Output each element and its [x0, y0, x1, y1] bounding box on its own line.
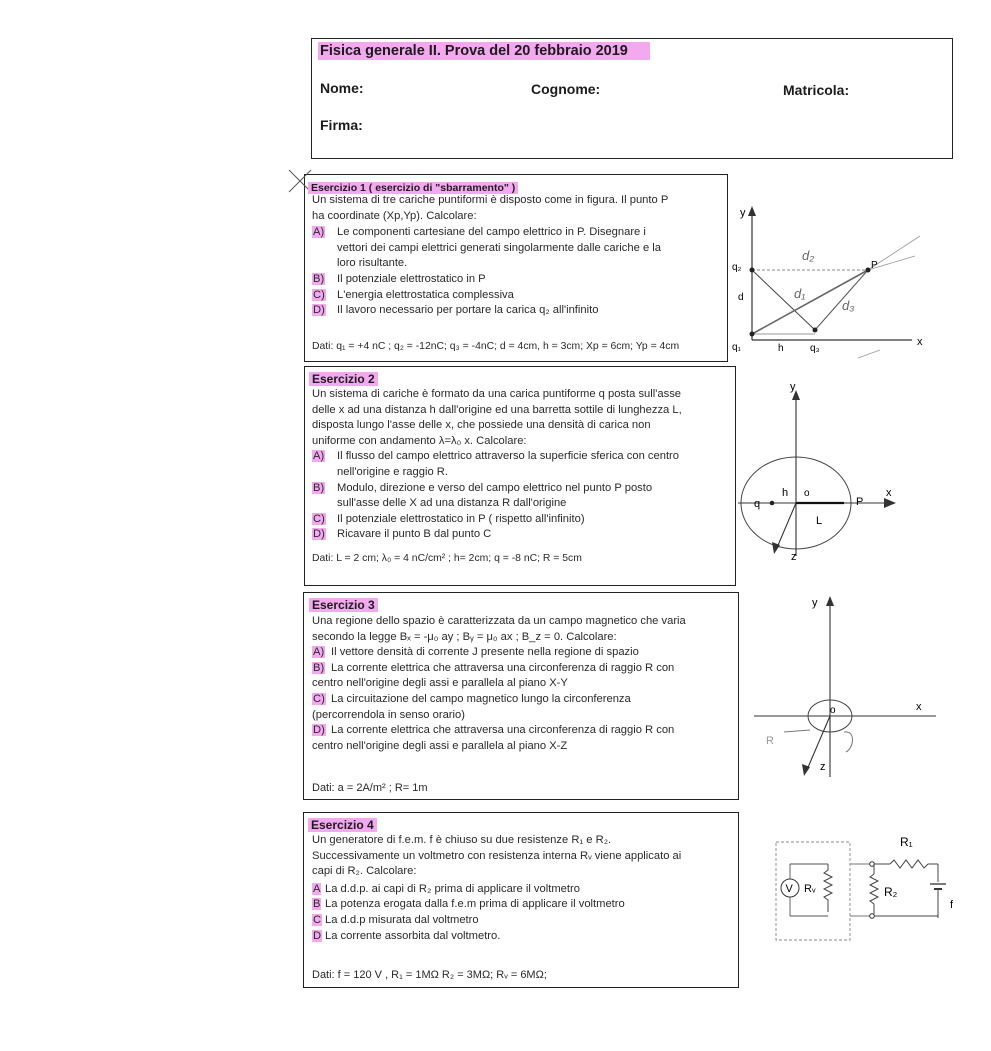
fig1-d2-label: d₂ [802, 248, 815, 263]
fig1-q1-label: q₁ [732, 342, 741, 353]
fig4-v-label: V [785, 883, 793, 895]
fig2-l-label: L [816, 515, 823, 527]
ex1-intro-line: Un sistema di tre cariche puntiformi è disposto come in figura. Il punto P [312, 194, 669, 206]
fig4-rv-label: Rᵥ [804, 883, 816, 895]
exercise-1-text [312, 193, 724, 319]
cognome-label: Cognome: [531, 81, 601, 97]
exam-title: Fisica generale II. Prova del 20 febbraio 2019 [318, 42, 650, 60]
ex1-intro-line: ha coordinate (Xp,Yp). Calcolare: [312, 209, 477, 222]
exercise-4-text [312, 833, 736, 944]
ex2-item-c: C) Il potenziale elettrostatico in P ( rispetto all'infinito) [313, 512, 585, 525]
fig2-o-label: o [804, 488, 810, 499]
ex3-item-d: D) La corrente elettrica che attraversa una circonferenza di raggio R con [313, 724, 675, 737]
ex1-item-d: D) Il lavoro necessario per portare la carica q₂ all'infinito [313, 304, 599, 317]
fig2-h-label: h [782, 487, 789, 499]
fig3-x-label: x [916, 701, 922, 713]
ex1-dati: Dati: q₁ = +4 nC ; q₂ = -12nC; q₃ = -4nC; d = 4cm, h = 3cm; Xp = 6cm; Yp = 4cm [312, 341, 680, 352]
fig1-q2-label: q₂ [732, 262, 742, 273]
ex4-item-b: B La potenza erogata dalla f.e.m prima di applicare il voltmetro [313, 898, 625, 911]
fig2-x-label: x [886, 487, 892, 499]
ex4-dati: Dati: f = 120 V , R₁ = 1MΩ R₂ = 3MΩ; Rᵥ = 6MΩ; [312, 969, 547, 981]
fig3-z-label: z [820, 761, 826, 773]
ex4-intro-line: Successivamente un voltmetro con resistenza interna Rᵥ viene applicato ai [312, 849, 682, 862]
ex3-intro-line: Una regione dello spazio è caratterizzata da un campo magnetico che varia [312, 615, 686, 627]
fig1-y-label: y [740, 207, 746, 219]
nome-label: Nome: [320, 80, 364, 96]
page-title [318, 43, 650, 59]
ex2-dati: Dati: L = 2 cm; λ₀ = 4 nC/cm² ; h= 2cm; q = -8 nC; R = 5cm [312, 553, 582, 564]
ex3-item-d-cont: centro nell'origine degli assi e parallela al piano X-Z [312, 739, 568, 752]
fig2-q-label: q [754, 498, 761, 510]
ex2-figure [738, 378, 918, 568]
ex2-item-b: B) Modulo, direzione e verso del campo elettrico nel punto P posto sull'asse delle X ad una distanza R dall'origine [313, 481, 653, 510]
exercise-1-title: Esercizio 1 ( esercizio di "sbarramento" ) [308, 178, 518, 196]
ex3-item-b: B) La corrente elettrica che attraversa una circonferenza di raggio R con [313, 661, 675, 674]
exercise-3-text [312, 614, 736, 754]
fig1-d1-label: d₁ [794, 286, 806, 301]
fig2-y-label: y [790, 381, 796, 393]
ex2-intro-line: uniforme con andamento λ=λ₀ x. Calcolare: [312, 434, 527, 447]
exercise-4-title: Esercizio 4 [308, 816, 377, 834]
ex2-intro-line: disposta lungo l'asse delle x, che possiede una densità di carica non [312, 419, 651, 432]
fig1-p-label: P [871, 260, 878, 271]
ex4-figure [770, 828, 970, 948]
ex4-intro-line: Un generatore di f.e.m. f è chiuso su due resistenze R₁ e R₂. [312, 834, 612, 846]
firma-label: Firma: [320, 117, 363, 133]
fig3-o-label: o [830, 705, 836, 716]
ex3-item-c: C) La circuitazione del campo magnetico lungo la circonferenza [313, 692, 631, 705]
ex2-intro-line: Un sistema di cariche è formato da una carica puntiforme q posta sull'asse [312, 388, 682, 400]
ex2-intro-line: delle x ad una distanza h dall'origine ed una barretta sottile di lunghezza L, [312, 403, 682, 416]
fig1-x-label: x [917, 336, 923, 348]
ex3-dati: Dati: a = 2A/m² ; R= 1m [312, 782, 428, 794]
fig2-p-label: P [856, 496, 864, 508]
fig1-d-label: d [738, 292, 744, 303]
ex3-item-a: A) Il vettore densità di corrente J presente nella regione di spazio [313, 646, 639, 659]
ex1-item-c: C) L'energia elettrostatica complessiva [313, 288, 514, 301]
exercise-2-text [312, 387, 732, 543]
fig2-z-label: z [791, 551, 797, 563]
ex3-item-c-cont: (percorrendola in senso orario) [312, 708, 465, 721]
fig4-r1-label: R₁ [900, 835, 913, 849]
ex1-figure [730, 200, 940, 360]
ex1-item-b: B) Il potenziale elettrostatico in P [313, 272, 486, 285]
fig3-r-label: R [766, 735, 774, 747]
fig1-h-label: h [778, 343, 784, 354]
ex2-item-d: D) Ricavare il punto B dal punto C [313, 528, 492, 541]
ex2-item-a: A) Il flusso del campo elettrico attraverso la superficie sferica con centro nell'origine e raggio R. [313, 450, 679, 478]
matricola-label: Matricola: [783, 82, 850, 98]
ex4-item-c: C La d.d.p misurata dal voltmetro [313, 913, 479, 926]
fig3-y-label: y [812, 597, 818, 609]
ex4-item-d: D La corrente assorbita dal voltmetro. [313, 929, 501, 942]
ex4-intro-line: capi di R₂. Calcolare: [312, 865, 417, 878]
fig4-r2-label: R₂ [884, 885, 898, 899]
ex3-item-b-cont: centro nell'origine degli assi e parallela al piano X-Y [312, 677, 568, 690]
exercise-2-title: Esercizio 2 [309, 370, 378, 388]
exercise-3-title: Esercizio 3 [309, 596, 378, 614]
ex3-intro-line: secondo la legge Bₓ = -μ₀ ay ; Bᵧ = μ₀ ax ; B_z = 0. Calcolare: [312, 630, 617, 643]
ex1-item-a: A) Le componenti cartesiane del campo elettrico in P. Disegnare i vettori dei campi elettrici generati singolarmente dalle cariche e la loro risultante. [313, 226, 661, 270]
fig1-d3-label: d₃ [842, 298, 855, 313]
ex3-figure [752, 592, 942, 782]
fig4-f-label: f [950, 899, 954, 911]
ex4-item-a: A La d.d.p. ai capi di R₂ prima di applicare il voltmetro [313, 882, 580, 895]
fig1-q3-label: q₃ [810, 343, 820, 354]
